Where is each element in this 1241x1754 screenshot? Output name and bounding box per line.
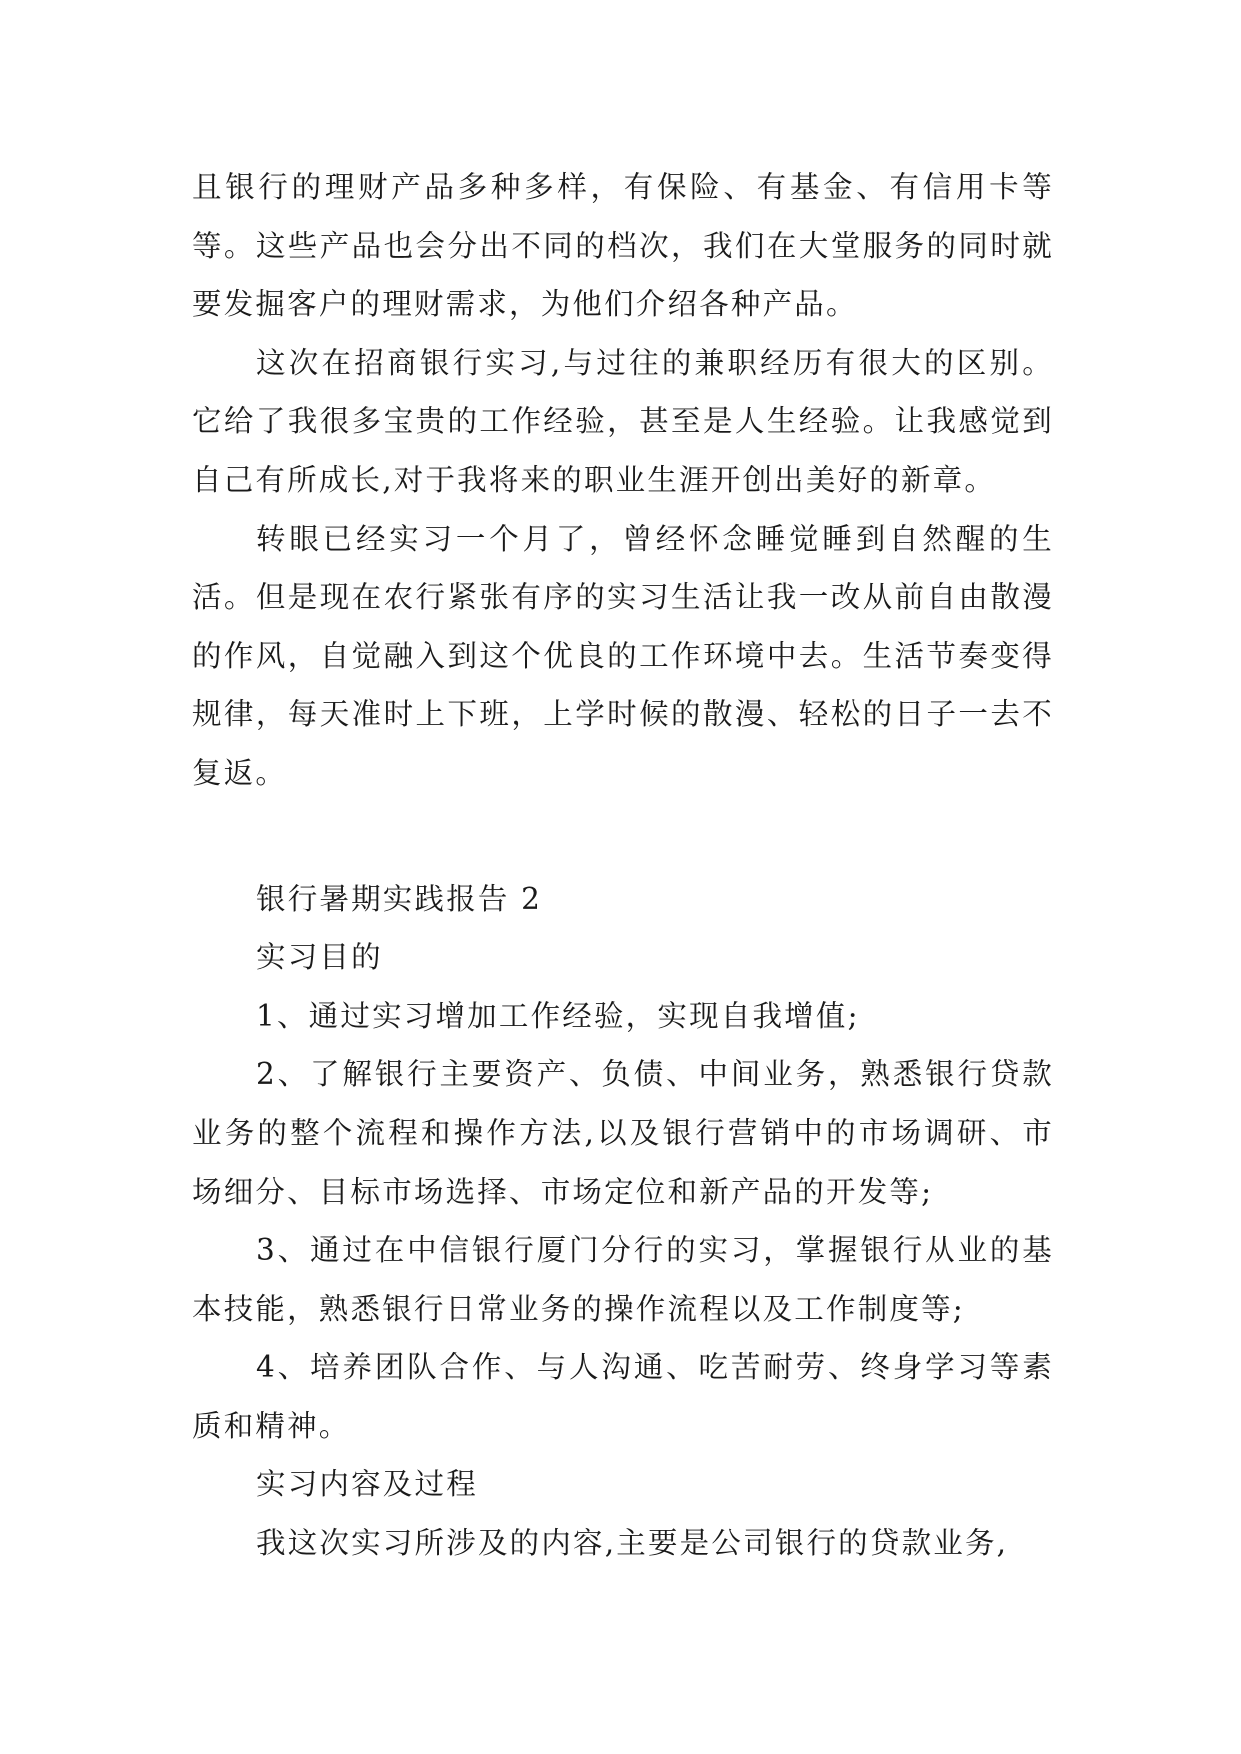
document-body [192, 158, 1054, 1573]
content-paragraph: 我这次实习所涉及的内容,主要是公司银行的贷款业务, [256, 1526, 1009, 1561]
purpose-item: 4、培养团队合作、与人沟通、吃苦耐劳、终身学习等素质和精神。 [192, 1350, 1054, 1443]
paragraph-continued: 且银行的理财产品多种多样，有保险、有基金、有信用卡等等。这些产品也会分出不同的档次，我们在大堂服务的同时就要发掘客户的理财需求，为他们介绍各种产品。 [192, 170, 1054, 322]
purpose-heading: 实习目的 [256, 940, 383, 975]
content-heading: 实习内容及过程 [256, 1467, 478, 1502]
report-title: 银行暑期实践报告 2 [256, 881, 543, 916]
section-spacer [192, 803, 1054, 870]
paragraph-internship-reflection: 这次在招商银行实习,与过往的兼职经历有很大的区别。它给了我很多宝贵的工作经验，甚至是人生经验。让我感觉到自己有所成长,对于我将来的职业生涯开创出美好的新章。 [192, 345, 1054, 497]
paragraph-one-month: 转眼已经实习一个月了，曾经怀念睡觉睡到自然醒的生活。但是现在农行紧张有序的实习生活让我一改从前自由散漫的作风，自觉融入到这个优良的工作环境中去。生活节奏变得规律，每天准时上下班，上学时候的散漫、轻松的日子一去不复返。 [192, 521, 1054, 790]
purpose-item: 1、通过实习增加工作经验，实现自我增值; [256, 998, 860, 1033]
purpose-item: 2、了解银行主要资产、负债、中间业务，熟悉银行贷款业务的整个流程和操作方法,以及银行营销中的市场调研、市场细分、目标市场选择、市场定位和新产品的开发等; [192, 1057, 1054, 1209]
purpose-item: 3、通过在中信银行厦门分行的实习，掌握银行从业的基本技能，熟悉银行日常业务的操作流程以及工作制度等; [192, 1233, 1054, 1326]
